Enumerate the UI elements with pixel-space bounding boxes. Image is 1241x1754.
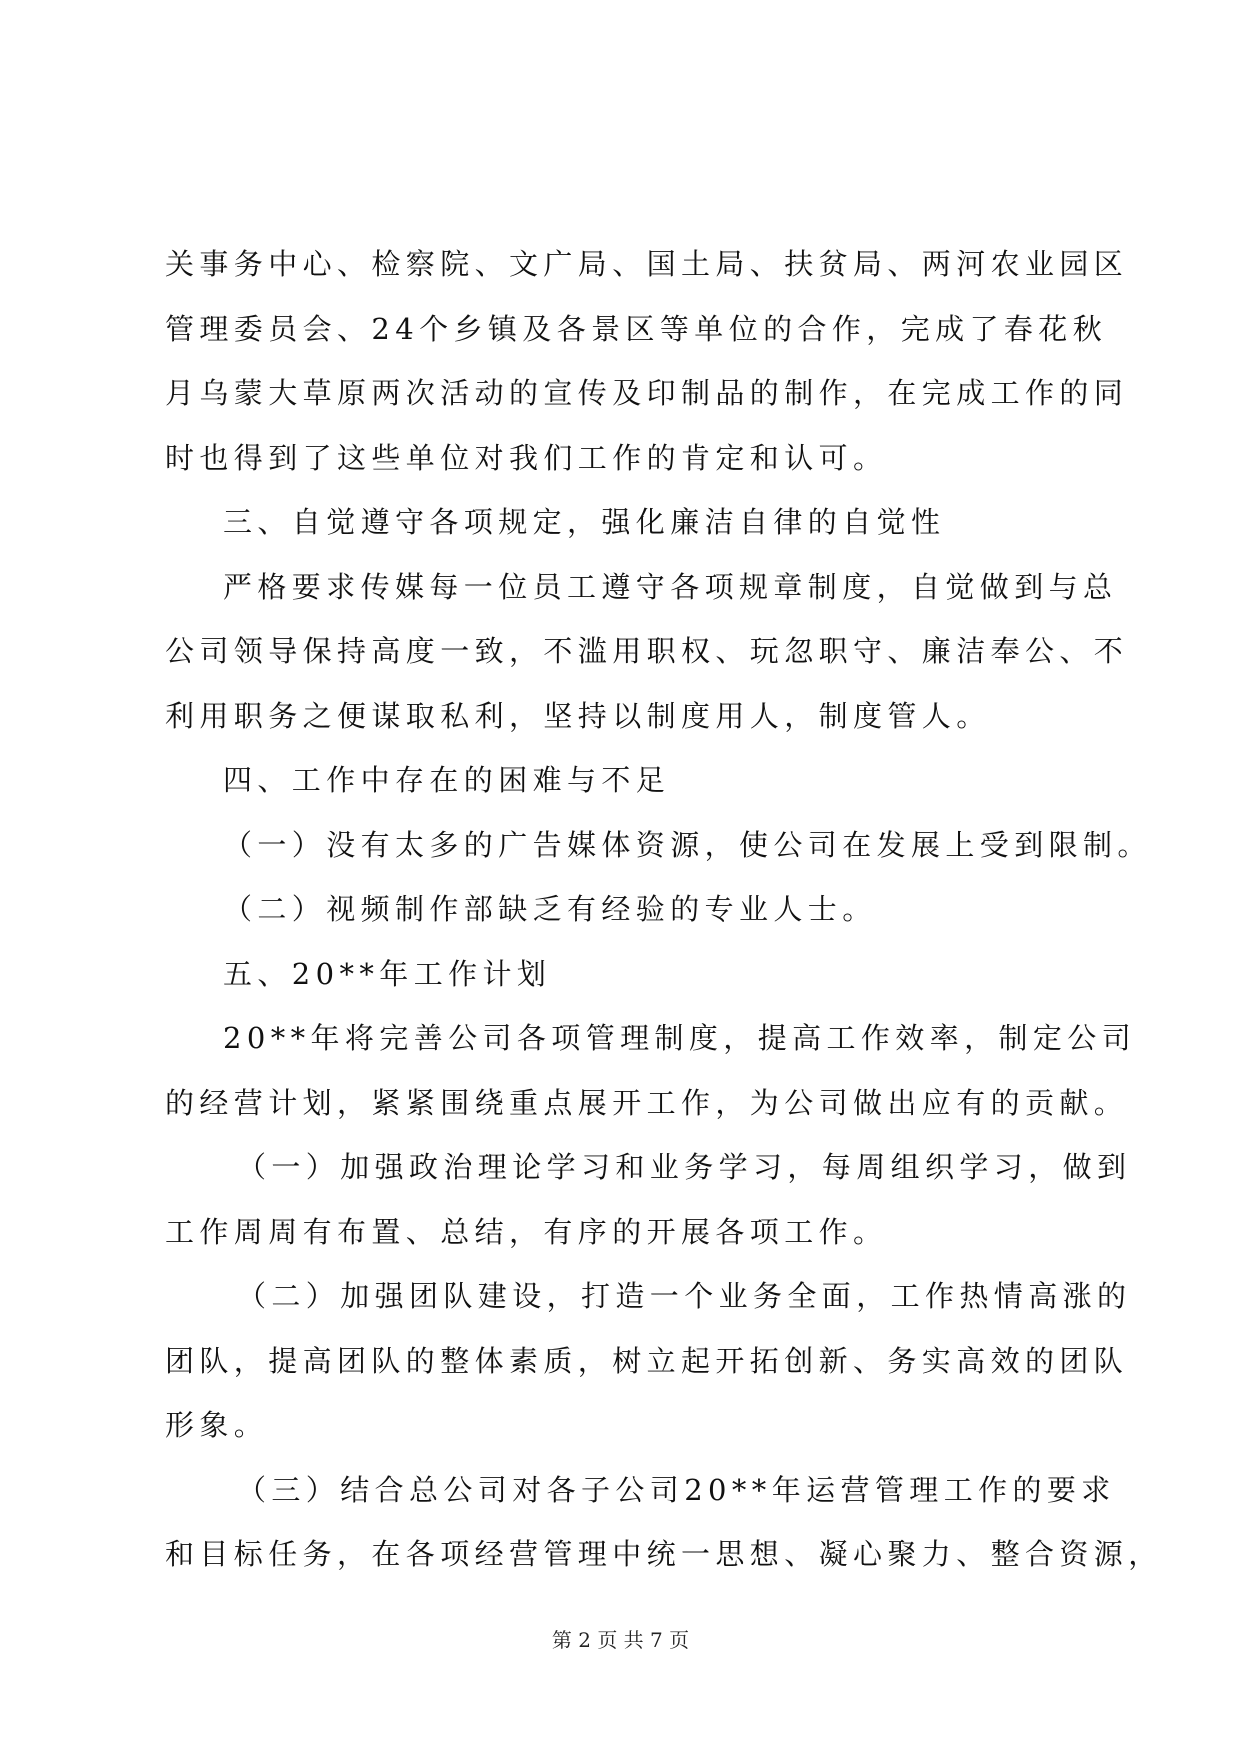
text-line: 和目标任务，在各项经营管理中统一思想、凝心聚力、整合资源，: [165, 1537, 1163, 1571]
text-line: 关事务中心、检察院、文广局、国土局、扶贫局、两河农业园区: [165, 247, 1129, 281]
text-line: 月乌蒙大草原两次活动的宣传及印制品的制作，在完成工作的同: [165, 376, 1129, 410]
section-heading: 四、工作中存在的困难与不足: [223, 763, 671, 797]
section-heading: 五、20**年工作计划: [223, 956, 552, 991]
text-line: 管理委员会、24个乡镇及各景区等单位的合作，完成了春花秋: [165, 311, 1108, 346]
list-item: （一）没有太多的广告媒体资源，使公司在发展上受到限制。: [223, 827, 1152, 862]
paragraph-start: 严格要求传媒每一位员工遵守各项规章制度，自觉做到与总: [223, 569, 1118, 604]
list-item: （二）加强团队建设，打造一个业务全面，工作热情高涨的: [237, 1279, 1132, 1313]
paragraph-start: 20**年将完善公司各项管理制度，提高工作效率，制定公司: [223, 1021, 1137, 1055]
page-number-footer: 第 2 页 共 7 页: [551, 1628, 690, 1652]
text-line: 形象。: [165, 1408, 269, 1442]
section-heading: 三、自觉遵守各项规定，强化廉洁自律的自觉性: [223, 505, 946, 539]
document-body: [165, 232, 1163, 1587]
text-line: 利用职务之便谋取私利，坚持以制度用人，制度管人。: [165, 698, 991, 733]
text-line: 团队，提高团队的整体素质，树立起开拓创新、务实高效的团队: [165, 1343, 1129, 1378]
text-line: 公司领导保持高度一致，不滥用职权、玩忽职守、廉洁奉公、不: [165, 634, 1129, 668]
text-line: 时也得到了这些单位对我们工作的肯定和认可。: [165, 440, 888, 475]
list-item: （一）加强政治理论学习和业务学习，每周组织学习，做到: [237, 1150, 1132, 1184]
list-item: （二）视频制作部缺乏有经验的专业人士。: [223, 892, 877, 926]
list-item: （三）结合总公司对各子公司20**年运营管理工作的要求: [237, 1472, 1116, 1507]
text-line: 工作周周有布置、总结，有序的开展各项工作。: [165, 1214, 888, 1249]
text-line: 的经营计划，紧紧围绕重点展开工作，为公司做出应有的贡献。: [165, 1085, 1129, 1120]
